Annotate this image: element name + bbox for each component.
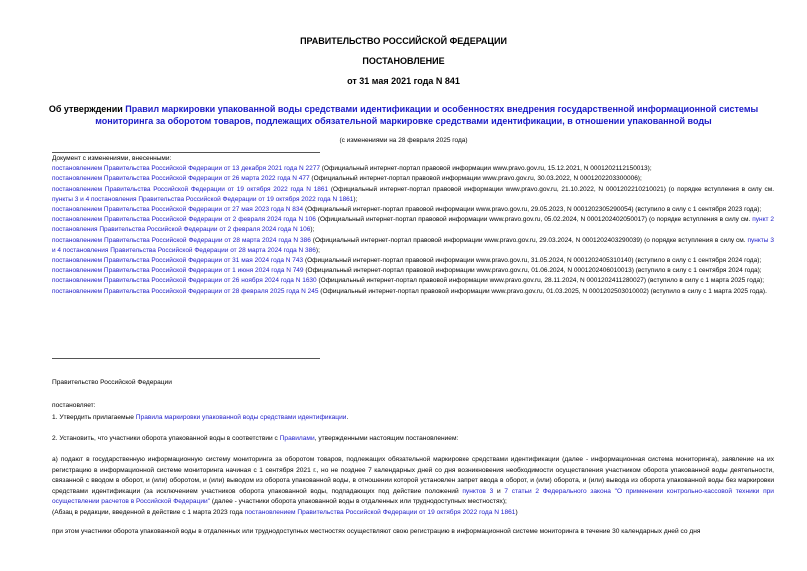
- amendment-text: (Официальный интернет-портал правовой информации www.pravo.gov.ru, 31.05.2024, N 0001202405310140) (вступило в силу с 1 сентября 2024 года);: [303, 257, 762, 265]
- paragraph-a-continued: при этом участники оборота упакованной воды в отдаленных или труднодоступных местностях осуществляют свою регистрацию в информационной системе мониторинга в течение 30 календарных дней со дня: [52, 528, 701, 535]
- paragraph-a-note: [52, 508, 774, 519]
- pa-mid: и: [493, 487, 505, 495]
- paragraph-1: [52, 413, 774, 424]
- amendment-link[interactable]: постановлением Правительства Российской Федерации от 26 марта 2022 года N 477: [52, 175, 310, 183]
- amendment-text: (Официальный интернет-портал правовой информации www.pravo.gov.ru, 01.06.2024, N 0001202406010013) (вступило в силу с 1 сентября 2024 года);: [303, 267, 762, 275]
- amendment-text: (Официальный интернет-портал правовой информации www.pravo.gov.ru, 29.03.2024, N 0001202403290039) (о порядке вступления в силу см.: [310, 236, 748, 244]
- note-link[interactable]: постановлением Правительства Российской Федерации от 19 октября 2022 года N 1861: [244, 508, 516, 516]
- amendments-intro: Документ с изменениями, внесенными:: [52, 155, 172, 162]
- top-divider: [52, 152, 320, 153]
- amendment-item: [52, 236, 774, 256]
- pa-text: а) подают в государственную информационную систему мониторинга за оборотом товаров, подлежащих обязательной маркировке средствами идентификации (далее - информационная система мониторинга), заявление на их регистрацию в информационной системе мониторинга начиная с 1 сентября 2021 г., но не позднее 7 календарных дней со дня возникновения необходимости осуществления участником оборота упакованной воды деятельности, связанной с вводом в оборот, и (или) оборотом, и (или) выводом из оборота упакованной воды, в отношении которой установлен запрет ввода в оборот, и (или) оборота, и (или) вывода из оборота упакованной воды без маркировки средствами идентификации (за исключением участников оборота упакованной воды, подпадающих под действие положений: [52, 456, 774, 495]
- amendment-link[interactable]: постановлением Правительства Российской Федерации от 26 ноября 2024 года N 1630: [52, 277, 317, 285]
- amendment-link[interactable]: постановлением Правительства Российской Федерации от 28 марта 2024 года N 386: [52, 236, 311, 244]
- amendment-text: (Официальный интернет-портал правовой информации www.pravo.gov.ru, 15.12.2021, N 0001202112150013);: [319, 165, 652, 173]
- note-suffix: ): [515, 508, 518, 516]
- pa-tail: (далее - участники оборота упакованной воды в отдаленных или труднодоступных местностях);: [210, 498, 507, 506]
- paragraph-a: [52, 455, 774, 519]
- amendment-item: [52, 276, 774, 286]
- amendments-list: [52, 154, 774, 297]
- amendment-text: (Официальный интернет-портал правовой информации www.pravo.gov.ru, 21.10.2022, N 0001202210210021) (о порядке вступления в силу см.: [328, 185, 775, 193]
- note-prefix: (Абзац в редакции, введенной в действие с 1 марта 2023 года: [52, 508, 245, 516]
- amendment-item: [52, 205, 774, 215]
- doc-type-heading: ПОСТАНОВЛЕНИЕ: [362, 56, 445, 66]
- p1-suffix: .: [346, 414, 349, 421]
- amendment-item: [52, 256, 774, 266]
- amendment-link[interactable]: постановлением Правительства Российской Федерации от 1 июня 2024 года N 749: [52, 267, 304, 275]
- amendment-text-2: );: [353, 195, 358, 203]
- amendment-link-2[interactable]: пункты 3 и 4 постановления Правительства Российской Федерации от 28 марта 2024 года N 386: [52, 236, 774, 254]
- title-prefix: Об утверждении: [48, 104, 126, 114]
- amendment-item: [52, 287, 774, 297]
- amendment-item: [52, 266, 774, 276]
- amendment-link[interactable]: постановлением Правительства Российской Федерации от 27 мая 2023 года N 834: [52, 206, 304, 214]
- title-link[interactable]: Правил маркировки упакованной воды средствами идентификации и особенностях внедрения государственной информационной системы мониторинга за оборотом товаров, подлежащих обязательной маркировке средствами идентификации, в отношении упакованной воды: [95, 104, 759, 126]
- government-heading: ПРАВИТЕЛЬСТВО РОССИЙСКОЙ ФЕДЕРАЦИИ: [300, 36, 507, 46]
- amendment-text: (Официальный интернет-портал правовой информации www.pravo.gov.ru, 05.02.2024, N 0001202402050017) (о порядке вступления в силу см.: [315, 216, 753, 224]
- amendment-link-2[interactable]: пункт 2 постановления Правительства Российской Федерации от 2 февраля 2024 года N 106: [52, 216, 774, 234]
- issuer: Правительство Российской Федерации: [52, 379, 172, 386]
- amendment-link[interactable]: постановлением Правительства Российской Федерации от 19 октября 2022 года N 1861: [52, 185, 329, 193]
- bottom-divider: [52, 358, 320, 359]
- amendment-text-2: );: [315, 246, 320, 254]
- amendment-link[interactable]: постановлением Правительства Российской Федерации от 13 декабря 2021 года N 2277: [52, 165, 320, 173]
- amendment-link-2[interactable]: пункты 3 и 4 постановления Правительства Российской Федерации от 19 октября 2022 года N 1861: [52, 195, 354, 203]
- amendment-text: (Официальный интернет-портал правовой информации www.pravo.gov.ru, 01.03.2025, N 0001202503010002) (вступило в силу с 1 марта 2025 года).: [318, 287, 767, 295]
- amendment-link[interactable]: постановлением Правительства Российской Федерации от 28 февраля 2025 года N 245: [52, 287, 319, 295]
- rules-link[interactable]: Правила маркировки упакованной воды средствами идентификации: [135, 414, 347, 421]
- amendment-item: [52, 215, 774, 235]
- amendment-item: [52, 174, 774, 184]
- amendment-link[interactable]: постановлением Правительства Российской Федерации от 2 февраля 2024 года N 106: [52, 216, 316, 224]
- amendment-text-2: );: [310, 226, 315, 234]
- revision-note: (с изменениями на 28 февраля 2025 года): [339, 137, 468, 144]
- paragraph-a-text: [52, 455, 774, 508]
- document-title: [40, 103, 767, 127]
- p1-prefix: 1. Утвердить прилагаемые: [52, 414, 136, 421]
- decrees-word: постановляет:: [52, 402, 96, 409]
- rules-short-link[interactable]: Правилами: [279, 435, 315, 442]
- date-number-heading: от 31 мая 2021 года N 841: [347, 76, 460, 86]
- amendment-text: (Официальный интернет-портал правовой информации www.pravo.gov.ru, 29.05.2023, N 0001202305290054) (вступило в силу с 1 сентября 2023 года);: [303, 206, 762, 214]
- paragraph-2: [52, 434, 774, 445]
- law-point-3-link[interactable]: пунктов 3: [462, 487, 494, 495]
- amendment-link[interactable]: постановлением Правительства Российской Федерации от 31 мая 2024 года N 743: [52, 257, 304, 265]
- amendment-item: [52, 185, 774, 205]
- amendment-text: (Официальный интернет-портал правовой информации www.pravo.gov.ru, 28.11.2024, N 0001202411280027) (вступило в силу с 1 марта 2025 года);: [316, 277, 765, 285]
- amendment-text: (Официальный интернет-портал правовой информации www.pravo.gov.ru, 30.03.2022, N 0001202203300006);: [309, 175, 642, 183]
- amendment-item: [52, 164, 774, 174]
- federal-law-link[interactable]: 7 статьи 2 Федерального закона "О применении контрольно-кассовой техники при осуществлении расчетов в Российской Федерации": [52, 487, 774, 506]
- p2-prefix: 2. Установить, что участники оборота упакованной воды в соответствии с: [52, 435, 280, 442]
- p2-suffix: , утвержденными настоящим постановлением:: [314, 435, 459, 442]
